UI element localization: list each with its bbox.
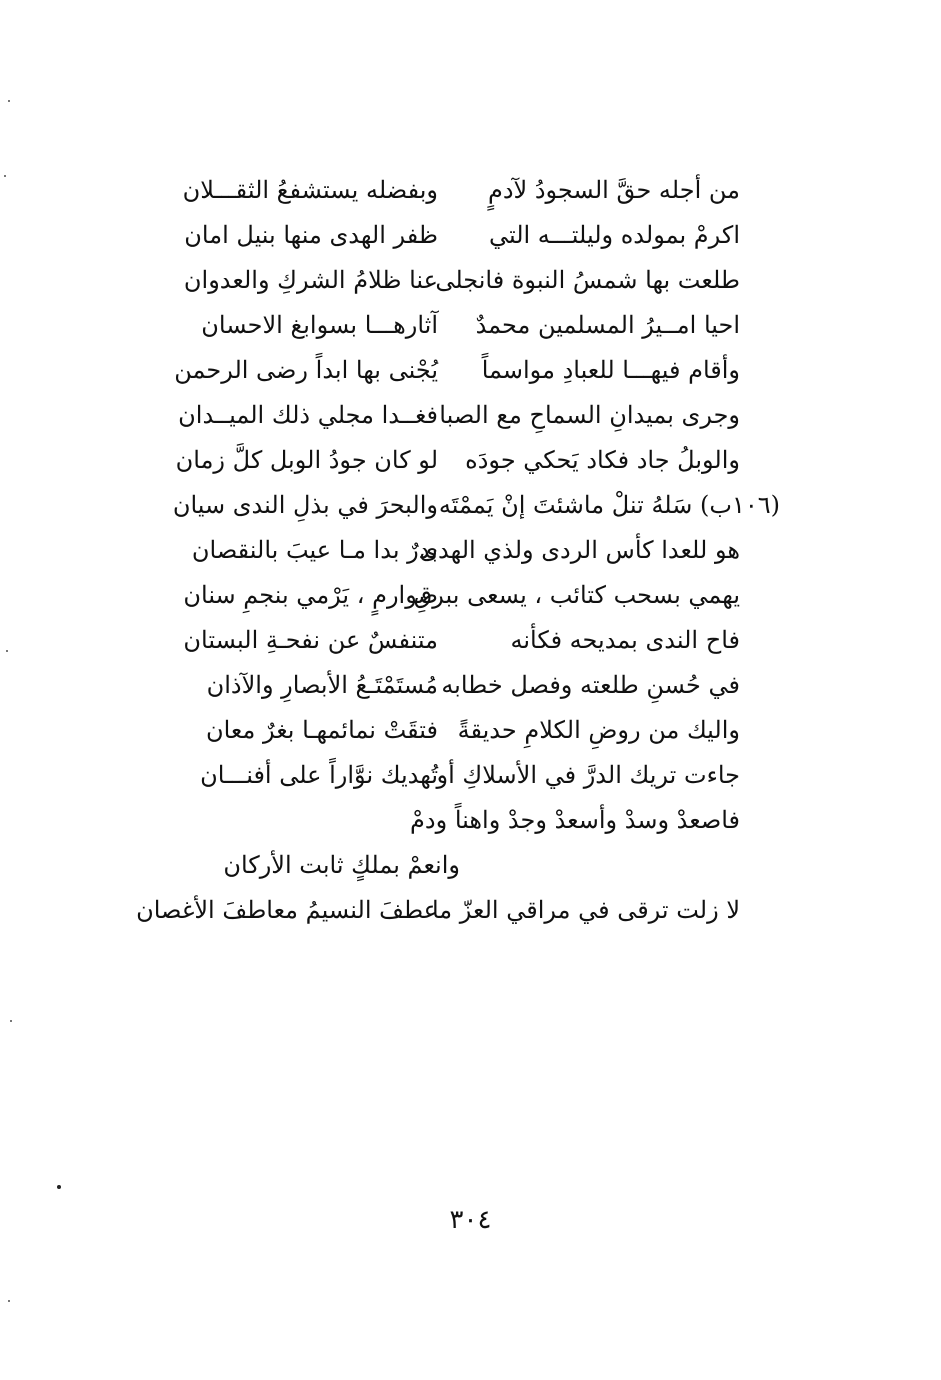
ink-dot bbox=[57, 1185, 61, 1189]
verse-line bbox=[120, 348, 740, 393]
verse-line bbox=[120, 663, 740, 708]
verse-line bbox=[120, 393, 740, 438]
verse-line-with-folio-note bbox=[120, 483, 780, 528]
verse-first-hemistich: من أجله حقَّ السجودُ لآدمٍ bbox=[487, 176, 740, 204]
verse-first-hemistich: وجرى بميدانِ السماحِ مع الصبا bbox=[439, 401, 740, 429]
verse-first-hemistich: احيا امــيرُ المسلمين محمدٌ bbox=[475, 311, 740, 339]
verse-line bbox=[120, 258, 740, 303]
verse-first-hemistich: طلعت بها شمسُ النبوة فانجلى bbox=[435, 266, 740, 294]
page-number: ٣٠٤ bbox=[449, 1205, 492, 1235]
verse-line bbox=[120, 888, 740, 933]
verse-line bbox=[120, 573, 740, 618]
verse-line bbox=[120, 528, 740, 573]
verse-second-hemistich: وانعمْ بملكٍ ثابت الأركان bbox=[223, 851, 460, 879]
verse-second-hemistich: صوارمٍ ، يَرْمي بنجمِ سنان bbox=[183, 581, 438, 609]
verse-first-hemistich: هو للعدا كأس الردى ولذي الهدى bbox=[419, 536, 740, 564]
verse-line bbox=[120, 798, 740, 843]
verse-second-hemistich: فتقَتْ نمائمهـا بغرٌ معان bbox=[205, 716, 438, 744]
verse-first-hemistich: وأقام فيهـــا للعبادِ مواسماً bbox=[481, 356, 740, 384]
verse-second-hemistich: متنفسٌ عن نفحـةِ البستان bbox=[183, 626, 438, 654]
margin-speck bbox=[8, 100, 10, 102]
verse-second-hemistich: بدرٌ بدا مـا عيبَ بالنقصان bbox=[191, 536, 438, 564]
margin-speck bbox=[10, 1020, 12, 1022]
verse-line bbox=[120, 708, 740, 753]
verse-line bbox=[120, 843, 740, 888]
verse-first-hemistich: اكرمْ بمولده وليلتـــه التي bbox=[488, 221, 740, 249]
verse-second-hemistich: مُستَمْتَـعُ الأبصارِ والآذان bbox=[206, 671, 438, 699]
verse-second-hemistich: فغــدا مجلي ذلك الميــدان bbox=[178, 401, 438, 429]
verse-second-hemistich: عنا ظلامُ الشركِ والعدوان bbox=[183, 266, 438, 294]
verse-first-hemistich: فاصعدْ وسدْ وأسعدْ وجدْ واهناً ودمْ bbox=[410, 806, 740, 834]
verse-line bbox=[120, 753, 740, 798]
verse-line bbox=[120, 438, 740, 483]
verse-line bbox=[120, 618, 740, 663]
verse-second-hemistich: لو كان جودُ الوبل كلَّ زمان bbox=[175, 446, 438, 474]
verse-second-hemistich: وبفضله يستشفعُ الثقـــلان bbox=[182, 176, 438, 204]
verse-second-hemistich: تُهديك نوَّاراً على أفنـــان bbox=[200, 761, 438, 789]
verse-first-hemistich: فاح الندى بمديحه فكأنه bbox=[510, 626, 740, 654]
verse-first-hemistich: والوبلُ جاد فكاد يَحكي جودَه bbox=[465, 446, 740, 474]
verse-second-hemistich: يُجْنى بها ابداً رضى الرحمن bbox=[174, 356, 438, 384]
margin-speck bbox=[8, 1300, 10, 1302]
verse-second-hemistich: عطفَ النسيمُ معاطفَ الأغصان bbox=[136, 896, 438, 924]
poem-body bbox=[120, 168, 780, 933]
verse-first-hemistich: جاءت تريك الدرَّ في الأسلاكِ أو bbox=[436, 761, 740, 789]
margin-speck bbox=[4, 175, 6, 177]
verse-line bbox=[120, 213, 740, 258]
verse-first-hemistich: واليك من روضِ الكلامِ حديقةً bbox=[457, 716, 740, 744]
verse-first-hemistich: في حُسنِ طلعته وفصل خطابه bbox=[441, 671, 740, 699]
verse-first-hemistich: يهمي بسحب كتائب ، يسعى ببرقِ bbox=[413, 581, 740, 609]
margin-speck bbox=[6, 650, 8, 652]
verse-line bbox=[120, 303, 740, 348]
verse-second-hemistich: والبحرَ في بذلِ الندى سيان bbox=[172, 491, 438, 519]
verse-first-hemistich: لا زلت ترقى في مراقي العزّ ما bbox=[431, 896, 740, 924]
verse-first-hemistich: (١٠٦ب) سَلهُ تنلْ ماشئتَ إنْ يَممْتَه bbox=[438, 491, 780, 519]
verse-second-hemistich: ظفر الهدى منها بنيل امان bbox=[184, 221, 438, 249]
verse-line bbox=[120, 168, 740, 213]
verse-second-hemistich: آثارهـــا بسوابغ الاحسان bbox=[201, 311, 438, 339]
